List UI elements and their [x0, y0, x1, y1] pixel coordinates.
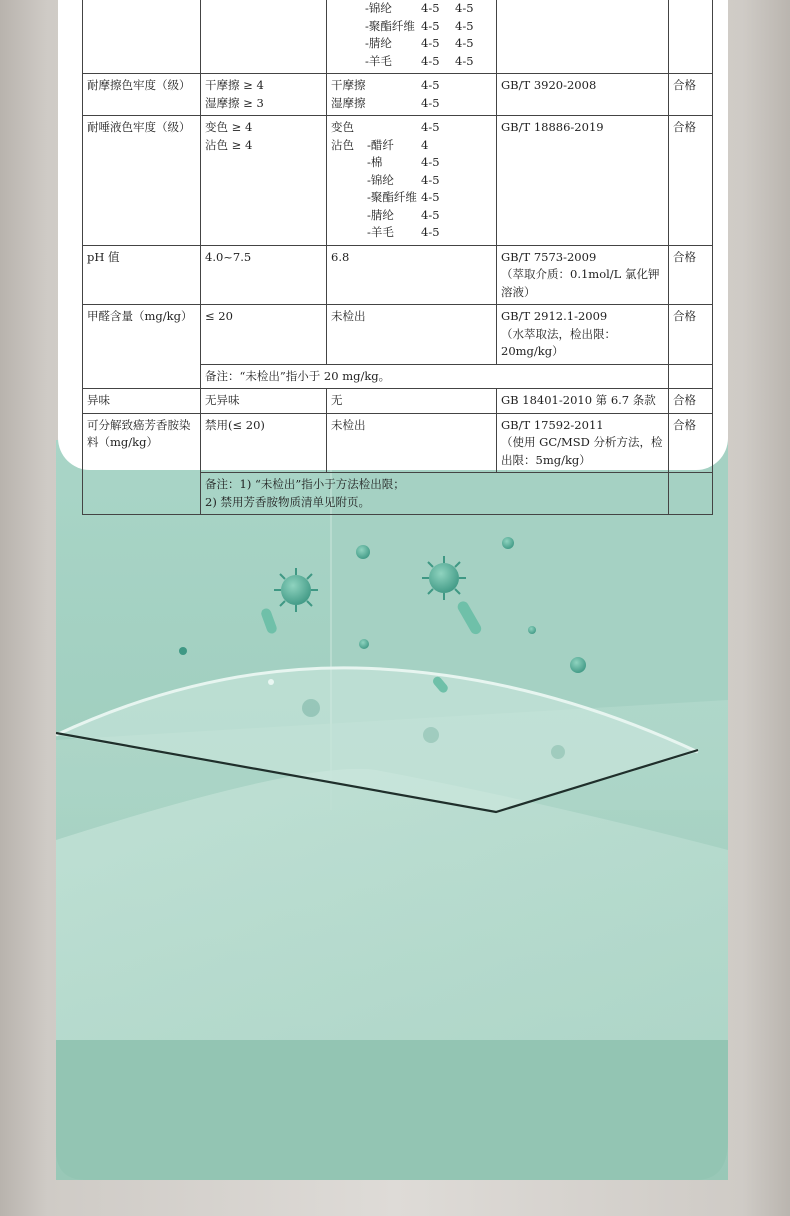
verdict-cell: 合格 [669, 413, 713, 473]
test-report-card [58, 0, 728, 509]
scene-artwork [56, 440, 728, 1180]
verdict-cell: 合格 [669, 305, 713, 365]
method-cell: GB/T 2912.1-2009 （水萃取法，检出限：20mg/kg） [497, 305, 669, 365]
verdict-cell: 合格 [669, 389, 713, 414]
table-row: -锦纶 4-5 4-5 -聚酯纤维 4-5 4-5 -腈纶 4-5 4-5 -羊毛 4-5 4-5 [83, 0, 713, 74]
table-row: 可分解致癌芳香胺染料（mg/kg） 禁用(≤ 20) 未检出 GB/T 17592-2011 （使用 GC/MSD 分析方法，检出限：5mg/kg） 合格 [83, 413, 713, 473]
method-cell: GB 18401-2010 第 6.7 条款 [497, 389, 669, 414]
verdict-cell: 合格 [669, 245, 713, 305]
method-cell: GB/T 7573-2009 （萃取介质：0.1mol/L 氯化钾溶液） [497, 245, 669, 305]
method-cell: GB/T 3920-2008 [497, 74, 669, 116]
method-cell: GB/T 17592-2011 （使用 GC/MSD 分析方法，检出限：5mg/kg） [497, 413, 669, 473]
test-report-table [82, 0, 713, 515]
remark-cell: 备注：“未检出”指小于 20 mg/kg。 [201, 364, 669, 389]
antibacterial-illustration [56, 440, 728, 1180]
item-cell: 甲醛含量（mg/kg） [83, 305, 201, 389]
verdict-cell: 合格 [669, 116, 713, 246]
table-row: 耐摩擦色牢度（级） 干摩擦 ≥ 4 湿摩擦 ≥ 3 干摩擦 4-5 湿摩擦 4-5 GB/T 3920-2008 合格 [83, 74, 713, 116]
verdict-cell: 合格 [669, 74, 713, 116]
table-row: 耐唾液色牢度（级） 变色 ≥ 4 沾色 ≥ 4 变色 4-5 沾色 -醋纤 4 -棉 4-5 -锦纶 4-5 -聚酯纤维 4-5 -腈纶 4-5 -羊毛 4-5 GB/T 18886-2019 合格 [83, 116, 713, 246]
remark-cell: 备注：1) “未检出”指小于方法检出限； 2) 禁用芳香胺物质清单见附页。 [201, 473, 669, 515]
item-cell: 耐摩擦色牢度（级） [83, 74, 201, 116]
item-cell: pH 值 [83, 245, 201, 305]
item-cell: 可分解致癌芳香胺染料（mg/kg） [83, 413, 201, 515]
table-row: pH 值 4.0~7.5 6.8 GB/T 7573-2009 （萃取介质：0.1mol/L 氯化钾溶液） 合格 [83, 245, 713, 305]
item-cell: 耐唾液色牢度（级） [83, 116, 201, 246]
method-cell: GB/T 18886-2019 [497, 116, 669, 246]
table-row: 异味 无异味 无 GB 18401-2010 第 6.7 条款 合格 [83, 389, 713, 414]
item-cell: 异味 [83, 389, 201, 414]
table-row: 甲醛含量（mg/kg） ≤ 20 未检出 GB/T 2912.1-2009 （水萃取法，检出限：20mg/kg） 合格 [83, 305, 713, 365]
